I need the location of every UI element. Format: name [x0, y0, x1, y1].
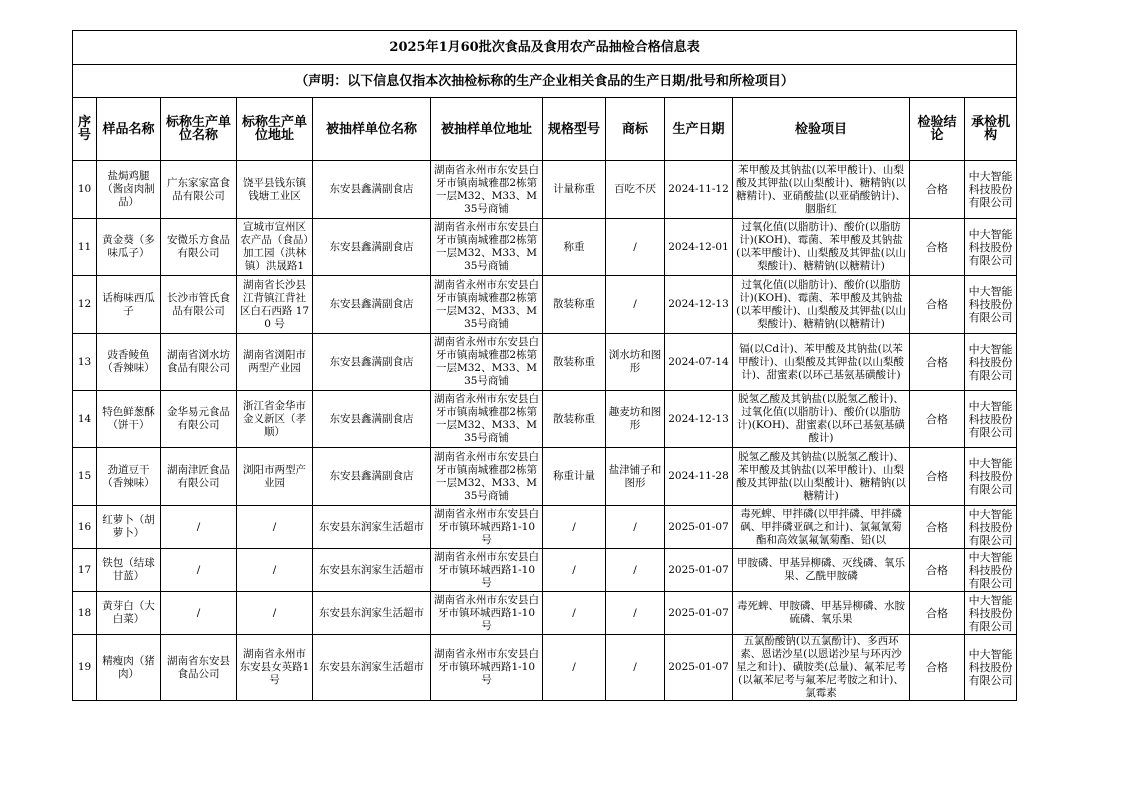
header-row [73, 98, 1017, 161]
cell-spec: 称重计量 [543, 448, 606, 506]
cell-lab: 中大智能科技股份有限公司 [965, 635, 1017, 701]
cell-sampled-unit: 东安县鑫满副食店 [313, 334, 431, 391]
cell-result: 合格 [910, 549, 965, 592]
cell-sample-name: 豉香鲮鱼（香辣味） [97, 334, 161, 391]
cell-maker: 长沙市管氏食品有限公司 [161, 276, 237, 334]
cell-sample-name: 精瘦肉（猪肉） [97, 635, 161, 701]
cell-test-items: 五氯酚酸钠(以五氯酚计)、多西环素、恩诺沙星(以恩诺沙星与环丙沙星之和计)、磺胺类(总量)、氟苯尼考(以氟苯尼考与氟苯尼考胺之和计)、氯霉素 [733, 635, 910, 701]
cell-brand: 浏水坊和图形 [606, 334, 665, 391]
cell-maker: / [161, 549, 237, 592]
cell-spec: / [543, 635, 606, 701]
cell-maker: / [161, 592, 237, 635]
cell-spec: / [543, 592, 606, 635]
cell-spec: 散装称重 [543, 276, 606, 334]
header-maker: 标称生产单位名称 [161, 98, 237, 161]
cell-spec: / [543, 549, 606, 592]
table-title: 2025年1月60批次食品及食用农产品抽检合格信息表 [73, 31, 1017, 65]
cell-no: 13 [73, 334, 97, 391]
cell-test-items: 过氧化值(以脂肪计)、酸价(以脂肪计)(KOH)、霉菌、苯甲酸及其钠盐(以苯甲酸计)、山梨酸及其钾盐(以山梨酸计)、糖精钠(以糖精计) [733, 276, 910, 334]
cell-maker: 湖南省浏水坊食品有限公司 [161, 334, 237, 391]
cell-sampled-address: 湖南省永州市东安县白牙市镇环城西路1-10号 [431, 635, 543, 701]
header-sample-name: 样品名称 [97, 98, 161, 161]
cell-test-items: 毒死蜱、甲胺磷、甲基异柳磷、水胺硫磷、氧乐果 [733, 592, 910, 635]
inspection-table [72, 30, 1017, 701]
cell-sampled-address: 湖南省永州市东安县白牙市镇南城雅郡2栋第一层M32、M33、M35号商铺 [431, 161, 543, 219]
cell-no: 12 [73, 276, 97, 334]
cell-sampled-unit: 东安县鑫满副食店 [313, 276, 431, 334]
header-brand: 商标 [606, 98, 665, 161]
cell-sample-name: 黄芽白（大白菜） [97, 592, 161, 635]
cell-spec: 散装称重 [543, 391, 606, 448]
cell-date: 2024-11-12 [665, 161, 733, 219]
table-row [73, 635, 1017, 701]
cell-maker-address: / [237, 592, 313, 635]
cell-sampled-unit: 东安县鑫满副食店 [313, 219, 431, 276]
cell-sample-name: 特色鲜葱酥（饼干） [97, 391, 161, 448]
cell-test-items: 脱氢乙酸及其钠盐(以脱氢乙酸计)、苯甲酸及其钠盐(以苯甲酸计)、山梨酸及其钾盐(以山梨酸计)、糖精钠(以糖精计) [733, 448, 910, 506]
header-maker-address: 标称生产单位地址 [237, 98, 313, 161]
cell-test-items: 苯甲酸及其钠盐(以苯甲酸计)、山梨酸及其钾盐(以山梨酸计)、糖精钠(以糖精计)、亚硝酸盐(以亚硝酸钠计)、胭脂红 [733, 161, 910, 219]
cell-maker-address: 湖南省浏阳市两型产业园 [237, 334, 313, 391]
cell-sample-name: 红萝卜（胡萝卜） [97, 506, 161, 549]
cell-sampled-unit: 东安县东润家生活超市 [313, 506, 431, 549]
table-row [73, 549, 1017, 592]
cell-no: 19 [73, 635, 97, 701]
notice-row [73, 65, 1017, 98]
table-row [73, 276, 1017, 334]
table-notice: （声明：以下信息仅指本次抽检标称的生产企业相关食品的生产日期/批号和所检项目） [73, 65, 1017, 98]
cell-sampled-unit: 东安县鑫满副食店 [313, 161, 431, 219]
cell-no: 10 [73, 161, 97, 219]
cell-sampled-unit: 东安县东润家生活超市 [313, 549, 431, 592]
cell-maker-address: / [237, 549, 313, 592]
cell-no: 14 [73, 391, 97, 448]
table-row [73, 592, 1017, 635]
cell-lab: 中大智能科技股份有限公司 [965, 391, 1017, 448]
cell-sample-name: 铁包（结球甘蓝） [97, 549, 161, 592]
cell-sampled-unit: 东安县鑫满副食店 [313, 391, 431, 448]
cell-brand: / [606, 592, 665, 635]
cell-test-items: 镉(以Cd计)、苯甲酸及其钠盐(以苯甲酸计)、山梨酸及其钾盐(以山梨酸计)、甜蜜素(以环己基氨基磺酸计) [733, 334, 910, 391]
cell-sample-name: 劲道豆干（香辣味） [97, 448, 161, 506]
cell-maker-address: / [237, 506, 313, 549]
cell-brand: 盐津铺子和图形 [606, 448, 665, 506]
cell-brand: / [606, 219, 665, 276]
cell-maker-address: 湖南省长沙县江背镇江背社区白石西路 170 号 [237, 276, 313, 334]
cell-maker-address: 饶平县钱东镇钱塘工业区 [237, 161, 313, 219]
cell-lab: 中大智能科技股份有限公司 [965, 219, 1017, 276]
cell-maker: 湖南津匠食品有限公司 [161, 448, 237, 506]
cell-spec: / [543, 506, 606, 549]
cell-date: 2025-01-07 [665, 506, 733, 549]
cell-brand: / [606, 506, 665, 549]
cell-no: 15 [73, 448, 97, 506]
cell-date: 2025-01-07 [665, 549, 733, 592]
cell-result: 合格 [910, 506, 965, 549]
cell-no: 18 [73, 592, 97, 635]
header-date: 生产日期 [665, 98, 733, 161]
cell-result: 合格 [910, 635, 965, 701]
cell-brand: / [606, 635, 665, 701]
cell-lab: 中大智能科技股份有限公司 [965, 334, 1017, 391]
cell-maker-address: 浏阳市两型产业园 [237, 448, 313, 506]
cell-sampled-address: 湖南省永州市东安县白牙市镇南城雅郡2栋第一层M32、M33、M35号商铺 [431, 448, 543, 506]
cell-sampled-address: 湖南省永州市东安县白牙市镇南城雅郡2栋第一层M32、M33、M35号商铺 [431, 219, 543, 276]
cell-sampled-unit: 东安县鑫满副食店 [313, 448, 431, 506]
cell-date: 2024-12-13 [665, 276, 733, 334]
cell-sampled-address: 湖南省永州市东安县白牙市镇南城雅郡2栋第一层M32、M33、M35号商铺 [431, 276, 543, 334]
cell-lab: 中大智能科技股份有限公司 [965, 506, 1017, 549]
cell-sample-name: 话梅味西瓜子 [97, 276, 161, 334]
cell-brand: / [606, 276, 665, 334]
table-row [73, 391, 1017, 448]
cell-lab: 中大智能科技股份有限公司 [965, 161, 1017, 219]
cell-sampled-unit: 东安县东润家生活超市 [313, 635, 431, 701]
cell-maker: 金华易元食品有限公司 [161, 391, 237, 448]
cell-brand: / [606, 549, 665, 592]
cell-date: 2024-07-14 [665, 334, 733, 391]
cell-maker: 广东家家富食品有限公司 [161, 161, 237, 219]
header-sampled-address: 被抽样单位地址 [431, 98, 543, 161]
cell-maker: 湖南省东安县食品公司 [161, 635, 237, 701]
cell-sample-name: 盐焗鸡腿（酱卤肉制品） [97, 161, 161, 219]
cell-result: 合格 [910, 391, 965, 448]
cell-lab: 中大智能科技股份有限公司 [965, 276, 1017, 334]
table-row [73, 334, 1017, 391]
cell-no: 11 [73, 219, 97, 276]
cell-result: 合格 [910, 219, 965, 276]
cell-spec: 散装称重 [543, 334, 606, 391]
cell-test-items: 甲胺磷、甲基异柳磷、灭线磷、氧乐果、乙酰甲胺磷 [733, 549, 910, 592]
cell-sampled-address: 湖南省永州市东安县白牙市镇环城西路1-10号 [431, 506, 543, 549]
header-sampled-unit: 被抽样单位名称 [313, 98, 431, 161]
cell-brand: 趣麦坊和图形 [606, 391, 665, 448]
cell-test-items: 脱氢乙酸及其钠盐(以脱氢乙酸计)、过氧化值(以脂肪计)、酸价(以脂肪计)(KOH)、甜蜜素(以环己基氨基磺酸计) [733, 391, 910, 448]
cell-sample-name: 黄金葵（多味瓜子） [97, 219, 161, 276]
header-no: 序号 [73, 98, 97, 161]
cell-result: 合格 [910, 276, 965, 334]
cell-date: 2024-12-13 [665, 391, 733, 448]
cell-sampled-address: 湖南省永州市东安县白牙市镇环城西路1-10号 [431, 549, 543, 592]
cell-spec: 计量称重 [543, 161, 606, 219]
header-spec: 规格型号 [543, 98, 606, 161]
title-row [73, 31, 1017, 65]
cell-no: 17 [73, 549, 97, 592]
cell-test-items: 毒死蜱、甲拌磷(以甲拌磷、甲拌磷砜、甲拌磷亚砜之和计)、氯氟氰菊酯和高效氯氟氰菊酯、铅(以 [733, 506, 910, 549]
cell-result: 合格 [910, 334, 965, 391]
cell-brand: 百吃不厌 [606, 161, 665, 219]
cell-maker-address: 湖南省永州市东安县女英路1号 [237, 635, 313, 701]
cell-date: 2024-11-28 [665, 448, 733, 506]
cell-date: 2024-12-01 [665, 219, 733, 276]
cell-sampled-address: 湖南省永州市东安县白牙市镇环城西路1-10号 [431, 592, 543, 635]
table-row [73, 506, 1017, 549]
header-lab: 承检机构 [965, 98, 1017, 161]
cell-no: 16 [73, 506, 97, 549]
cell-maker: / [161, 506, 237, 549]
cell-lab: 中大智能科技股份有限公司 [965, 592, 1017, 635]
header-test-items: 检验项目 [733, 98, 910, 161]
cell-maker-address: 宣城市宣州区农产品（食品）加工园（洪林镇）洪晟路1 [237, 219, 313, 276]
cell-spec: 称重 [543, 219, 606, 276]
table-row [73, 219, 1017, 276]
cell-lab: 中大智能科技股份有限公司 [965, 448, 1017, 506]
cell-sampled-unit: 东安县东润家生活超市 [313, 592, 431, 635]
cell-lab: 中大智能科技股份有限公司 [965, 549, 1017, 592]
table-row [73, 448, 1017, 506]
cell-sampled-address: 湖南省永州市东安县白牙市镇南城雅郡2栋第一层M32、M33、M35号商铺 [431, 334, 543, 391]
cell-result: 合格 [910, 448, 965, 506]
cell-test-items: 过氧化值(以脂肪计)、酸价(以脂肪计)(KOH)、霉菌、苯甲酸及其钠盐(以苯甲酸计)、山梨酸及其钾盐(以山梨酸计)、糖精钠(以糖精计) [733, 219, 910, 276]
cell-maker: 安微乐方食品有限公司 [161, 219, 237, 276]
cell-date: 2025-01-07 [665, 635, 733, 701]
cell-result: 合格 [910, 592, 965, 635]
header-result: 检验结论 [910, 98, 965, 161]
cell-sampled-address: 湖南省永州市东安县白牙市镇南城雅郡2栋第一层M32、M33、M35号商铺 [431, 391, 543, 448]
cell-date: 2025-01-07 [665, 592, 733, 635]
cell-maker-address: 浙江省金华市金义新区（孝顺） [237, 391, 313, 448]
cell-result: 合格 [910, 161, 965, 219]
table-row [73, 161, 1017, 219]
